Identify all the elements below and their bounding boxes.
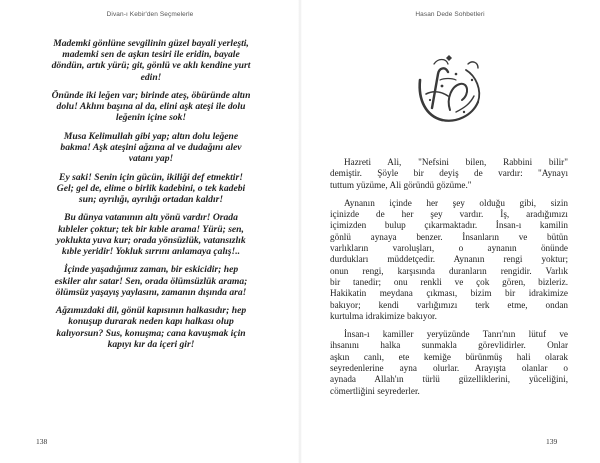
prose-paragraph [330,157,568,191]
right-page-number: 139 [546,437,558,446]
left-page-number: 138 [36,437,48,446]
poem-line: vatanı yap! [128,153,174,165]
prose-line: durdukları müddetçedir. Aynanın rengi yoktur; [330,254,568,265]
prose-line: bir tanedir; onu renkli ve çok gören, bizleriz. [330,276,568,287]
prose-text [330,157,568,404]
prose-line: Hazreti Ali, "Nefsini bilen, Rabbini bilir" [344,157,568,167]
poem-line: eskiler alır satar! Sen, orada ölümsüzlük arama; [54,275,248,287]
poem-line: Ağzımızdaki dil, gönül kapısının halkasıdır; hep [55,305,247,317]
poem-line: leğenin içine sok! [115,112,187,124]
poem-line: kapıyı kır da içeri gir! [107,338,195,350]
poem-line: yoklukta yuva kur; orada yönsüzlük, vatansızlık [56,234,246,246]
poem-line: dolu! Aklını başına al da, elini aşk ateşi ile dolu [56,101,246,113]
poem-line: Mademki gönlüne sevgilinin güzel bayali yerleşti, [53,38,249,49]
poem-line: konuşup durarak neden kapı halkası olup [68,316,234,328]
prose-line: aynada Allah'ın türlü güzelliklerini, yüceliğini, [330,374,568,385]
prose-line: bakıyor; kendi varlığımızı terk etme, ondan [330,299,568,310]
prose-line: aşkın canlı, ete kemiğe bürünmüş hali olarak [330,351,568,362]
poem-line: bakma! Aşk ateşini ağzına al ve dudağını alev [60,142,242,153]
calligraphy-emblem-icon [412,50,490,128]
poem-stanza [36,264,266,298]
poem-line: İçinde yaşadığımız zaman, bir eskicidir; hep [63,264,239,276]
prose-paragraph [330,198,568,322]
right-page [300,0,600,463]
prose-line: ihsanını halka sunmakla görevlidirler. Onlar [330,340,568,351]
prose-line: İnsan-ı kamiller yeryüzünde Tanrı'nın lütuf ve [344,329,568,340]
prose-line: cömertliğini seyrederler. [330,385,420,396]
prose-line: kurtulma idrakimize bakıyor. [330,310,437,321]
poem-stanza [36,212,266,257]
prose-line: seyredenlerine ayna olurlar. Arayışta olanlar o [330,363,568,374]
prose-line: Aynanın içinde her şey olduğu gibi, sizin [344,197,568,208]
poem-line: döndün, artık yürü; git, gönlü ve aklı kendine yurt [51,60,251,72]
poem-line: kıbleler çoktur; tek bir kıble arama! Yürü; sen, [58,223,244,235]
poem-line: mademki sen de aşkın tesiri ile eridin, bayale [62,49,240,61]
prose-line: demiştir. Şöyle bir deyiş de vardır: "Aynayı [330,168,568,179]
poem-line: Ey saki! Senin için gücün, ikiliği def etmektir! [59,171,243,183]
poem-line: Musa Kelimullah gibi yap; altın dolu leğene [63,130,239,142]
poem-stanza [36,38,266,83]
poem-line: Bu dünya vatanının altı yönü vardır! Orada [64,212,238,224]
poem-line: sun; ayrılığı, ayrılığı ortadan kaldır! [78,194,224,205]
left-running-head: Divan-ı Kebir'den Seçmelerle [106,11,194,18]
poem-stanza [36,172,266,206]
poem-line: kalıyorsun? Sus, konuşma; cana kavuşmak için [56,327,246,339]
poem-stanza [36,90,266,124]
prose-line: içinizde de her şey vardır. İş, aradığımızı [330,209,568,220]
prose-line: tuttum yüzüme, Ali göründü gözüme." [330,179,472,190]
prose-line: onun rengi, karşısında duranların rengidir. Varlık [330,265,568,276]
poem-line: edin! [140,71,162,83]
right-running-head: Hasan Dede Sohbetleri [415,11,485,18]
poem-line: kıble yeridir! Yokluk sırrını anlamaya çalış!.. [61,246,241,257]
prose-line: gönlü aynaya benzer. İnsanların ve bütün [330,231,568,242]
poem-text [36,38,266,350]
prose-line: içimizden bulup çıkarmaktadır. İnsan-ı kamilin [330,220,568,231]
poem-stanza [36,305,266,350]
poem-line: ölümsüz yaşayış yaylasını, zamanın dışında ara! [55,286,247,298]
poem-line: Önünde iki leğen var; birinde ateş, öbüründe altın [51,90,251,101]
poem-stanza [36,131,266,165]
prose-line: Hakikatin meydana çıkması, bizim bir idrakimize [330,288,568,299]
prose-paragraph [330,329,568,397]
prose-line: varlıkların varoluşları, o aynanın önünde [330,243,568,254]
poem-line: Gel; gel de, elime o birlik kadebini, o tek kadebi [56,182,246,194]
